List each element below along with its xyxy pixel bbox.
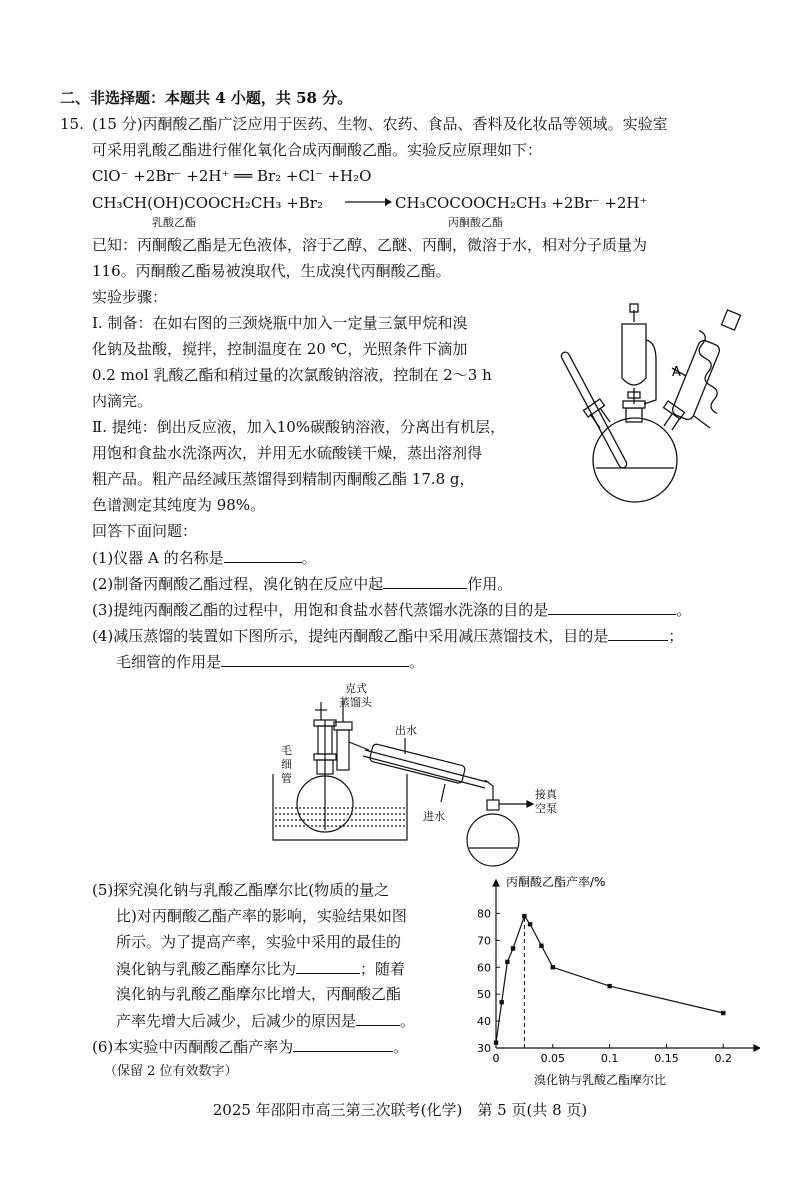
chart-title: 丙酮酸乙酯产率/% xyxy=(506,875,606,889)
y-tick-label: 40 xyxy=(477,1015,491,1029)
q6-text: (6)本实验中丙酮酸乙酯产率为 xyxy=(92,1038,294,1056)
data-point xyxy=(505,960,509,964)
data-point xyxy=(511,946,515,950)
answer-prompt: 回答下面问题： xyxy=(92,522,198,540)
data-point xyxy=(551,965,555,969)
x-tick-label: 0.05 xyxy=(540,1052,566,1065)
q4-purpose-blank[interactable] xyxy=(608,625,668,641)
x-tick-label: 0.1 xyxy=(600,1052,619,1065)
label-claisen-1: 克式 xyxy=(345,682,367,695)
label-pump-2: 空泵 xyxy=(535,802,557,815)
steps-title: 实验步骤： xyxy=(92,288,168,306)
section-title: 二、非选择题：本题共 4 小题，共 58 分。 xyxy=(60,89,353,107)
step1-line-2: 化钠及盐酸，搅拌，控制温度在 20 ℃，光照条件下滴加 xyxy=(92,340,468,358)
label-capillary-3: 管 xyxy=(281,772,292,785)
label-capillary-1: 毛 xyxy=(281,744,292,757)
q5-line-4b: ；随着 xyxy=(360,960,406,978)
label-capillary-2: 细 xyxy=(281,758,292,771)
label-water-out: 出水 xyxy=(395,724,417,737)
q2-answer-blank[interactable] xyxy=(383,573,467,589)
page-footer: 2025 年邵阳市高三第三次联考(化学) 第 5 页(共 8 页) xyxy=(212,1101,588,1119)
x-tick-label: 0 xyxy=(492,1052,500,1065)
data-point xyxy=(499,1000,503,1004)
q3-answer-blank[interactable] xyxy=(548,599,676,615)
known-2: 116。丙酮酸乙酯易被溴取代，生成溴代丙酮酸乙酯。 xyxy=(92,262,451,280)
q4-text-a: (4)减压蒸馏的装置如下图所示，提纯丙酮酸乙酯中采用减压蒸馏技术，目的是 xyxy=(92,627,609,645)
y-axis-arrow-icon xyxy=(493,880,499,886)
x-axis-arrow-icon xyxy=(754,1045,760,1051)
y-tick-label: 80 xyxy=(477,907,491,921)
step2-line-2: 用饱和食盐水洗涤两次，并用无水硫酸镁干燥，蒸出溶剂得 xyxy=(92,444,483,462)
q5-line-1: (5)探究溴化钠与乳酸乙酯摩尔比(物质的量之 xyxy=(92,881,390,899)
step1-line-3: 0.2 mol 乳酸乙酯和稍过量的次氯酸钠溶液，控制在 2～3 h xyxy=(92,366,492,384)
q4-capillary-blank[interactable] xyxy=(221,651,409,667)
q6-note: （保留 2 位有效数字） xyxy=(104,1064,238,1079)
label-ethyl-lactate: 乳酸乙酯 xyxy=(152,216,196,229)
label-claisen-2: 蒸馏头 xyxy=(339,696,372,709)
q5-line-4: 溴化钠与乳酸乙酯摩尔比为 xyxy=(116,960,297,978)
step1-line-4: 内滴完。 xyxy=(92,392,153,410)
x-tick-label: 0.2 xyxy=(714,1052,733,1065)
data-point xyxy=(522,914,526,918)
question-intro-1: (15 分)丙酮酸乙酯广泛应用于医药、生物、农药、食品、香料及化妆品等领域。实验室 xyxy=(92,115,668,133)
step2-line-1: Ⅱ. 提纯：倒出反应液，加入10%碳酸钠溶液，分离出有机层， xyxy=(92,418,506,436)
q5-reason-blank[interactable] xyxy=(356,1010,400,1026)
equation-2-right: CH₃COCOOCH₂CH₃ +2Br⁻ +2H⁺ xyxy=(395,194,648,212)
q5-ratio-blank[interactable] xyxy=(296,958,360,974)
y-tick-label: 50 xyxy=(477,988,491,1002)
q1-text: (1)仪器 A 的名称是 xyxy=(92,549,224,567)
q2-text-b: 作用。 xyxy=(467,575,513,593)
question-number: 15. xyxy=(60,115,84,133)
label-pump-1: 接真 xyxy=(535,788,557,801)
vacuum-distillation-diagram xyxy=(265,680,565,875)
data-point xyxy=(607,984,611,988)
step2-line-3: 粗产品。粗产品经减压蒸馏得到精制丙酮酸乙酯 17.8 g， xyxy=(92,470,475,488)
q6-answer-blank[interactable] xyxy=(293,1036,393,1052)
q3-text: (3)提纯丙酮酸乙酯的过程中，用饱和食盐水替代蒸馏水洗涤的目的是 xyxy=(92,601,549,619)
q5-line-2: 比)对丙酮酸乙酯产率的影响，实验结果如图 xyxy=(116,907,407,925)
q5-line-3: 所示。为了提高产率，实验中采用的最佳的 xyxy=(116,933,402,951)
reaction-arrow-icon xyxy=(343,194,393,210)
q5-line-6: 产率先增大后减少，后减少的原因是 xyxy=(116,1012,357,1030)
q5-line-5: 溴化钠与乳酸乙酯摩尔比增大，丙酮酸乙酯 xyxy=(116,985,402,1003)
yield-series-line xyxy=(496,916,723,1042)
data-point xyxy=(528,922,532,926)
y-tick-label: 70 xyxy=(477,934,491,948)
step2-line-4: 色谱测定其纯度为 98%。 xyxy=(92,496,266,514)
step1-line-1: Ⅰ. 制备：在如右图的三颈烧瓶中加入一定量三氯甲烷和溴 xyxy=(92,314,468,332)
x-tick-label: 0.15 xyxy=(654,1052,679,1065)
three-neck-flask-diagram xyxy=(560,300,780,510)
question-intro-2: 可采用乳酸乙酯进行催化氧化合成丙酮酸乙酯。实验反应原理如下： xyxy=(92,141,543,159)
yield-chart xyxy=(470,872,760,1090)
q4-text-b: 毛细管的作用是 xyxy=(116,653,222,671)
y-tick-label: 60 xyxy=(477,961,491,975)
q1-answer-blank[interactable] xyxy=(224,547,302,563)
data-point xyxy=(494,1040,498,1044)
label-water-in: 进水 xyxy=(423,810,445,823)
chart-xlabel: 溴化钠与乳酸乙酯摩尔比 xyxy=(534,1073,667,1087)
known-1: 已知：丙酮酸乙酯是无色液体，溶于乙醇、乙醚、丙酮，微溶于水，相对分子质量为 xyxy=(92,236,648,254)
q2-text-a: (2)制备丙酮酸乙酯过程，溴化钠在反应中起 xyxy=(92,575,384,593)
equation-1: ClO⁻ +2Br⁻ +2H⁺ ══ Br₂ +Cl⁻ +H₂O xyxy=(92,167,372,185)
data-point xyxy=(721,1011,725,1015)
y-tick-label: 30 xyxy=(477,1042,491,1055)
data-point xyxy=(539,944,543,948)
label-ethyl-pyruvate: 丙酮酸乙酯 xyxy=(448,216,503,229)
equation-2-left: CH₃CH(OH)COOCH₂CH₃ +Br₂ xyxy=(92,194,323,212)
label-a: A xyxy=(672,365,681,380)
